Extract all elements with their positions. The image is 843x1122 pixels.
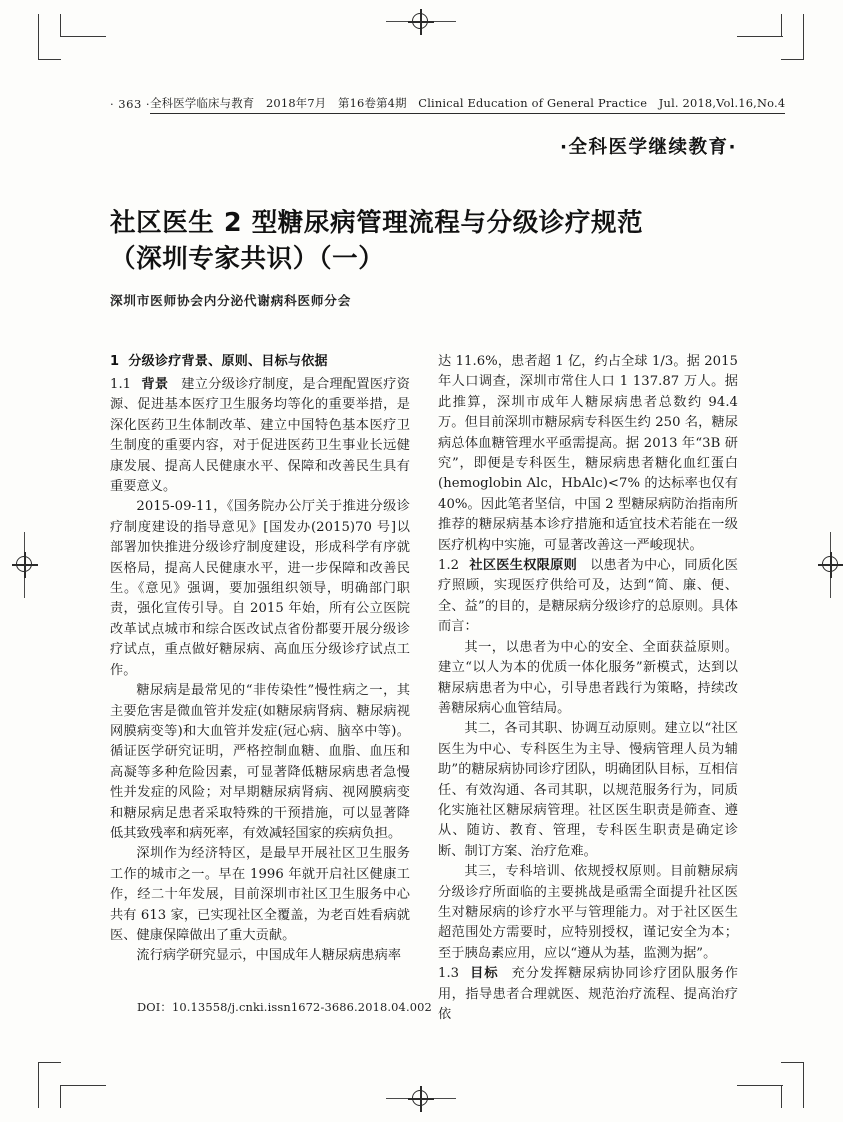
left-paragraph-5: 流行病学研究显示，中国成年人糖尿病患病率 bbox=[136, 948, 402, 964]
left-paragraph-3: 糖尿病是最常见的“非传染性”慢性病之一，其主要危害是微血管并发症(如糖尿病肾病、糖尿病视网膜病变等)和大血管并发症(冠心病、脑卒中等)。循证医学研究证明，严格控制血糖、血脂、血压和高凝等多种危险因素，可显著降低糖尿病患者急慢性并发症的风险；对早期糖尿病肾病、视网膜病变和糖尿病足患者采取特殊的干预措施，可以显著降低其致残率和病死率，有效减轻国家的疾病负担。 bbox=[110, 683, 410, 841]
title-line-2: （深圳专家共识）（一） bbox=[110, 244, 385, 275]
byline-affiliation: 深圳市医师协会内分泌代谢病科医师分会 bbox=[110, 293, 352, 308]
crop-mark-icon bbox=[60, 1086, 61, 1108]
right-paragraph-5: 其三，专科培训、依规授权原则。目前糖尿病分级诊疗所面临的主要挑战是亟需全面提升社区医生对糖尿病的诊疗水平与管理能力。对于社区医生超范围处方需要时，应特别授权，谨记安全为本；至于胰岛素应用，应以“遵从为基，监测为据”。 bbox=[438, 864, 738, 961]
doi-footer: DOI：10.13558/j.cnki.issn1672-3686.2018.04.002 bbox=[137, 1000, 432, 1014]
left-column bbox=[110, 352, 410, 992]
crop-mark-icon bbox=[60, 36, 106, 37]
crop-mark-icon bbox=[803, 1062, 804, 1108]
paragraph-1-3 bbox=[438, 964, 738, 1025]
left-paragraph-2: 2015-09-11，《国务院办公厅关于推进分级诊疗制度建设的指导意见》[国发办(2015)70 号]以部署加快推进分级诊疗制度建设，形成科学有序就医格局，提高人民健康水平，进一步保障和改善民生。《意见》强调，要加强组织领导，明确部门职责，强化宣传引导。自 2015 年始，所有公立医院改革试点城市和综合医改试点省份都要开展分级诊疗试点，重点做好糖尿病、高血压分级诊疗试点工作。 bbox=[110, 499, 410, 678]
crop-mark-icon bbox=[737, 36, 783, 37]
subsection-1-1-number: 1.1 bbox=[110, 377, 132, 392]
subsection-1-1-text: 建立分级诊疗制度，是合理配置医疗资源、促进基本医疗卫生服务均等化的重要举措，是深化医药卫生体制改革、建立中国特色基本医疗卫生制度的重要内容，对于促进医药卫生事业长远健康发展、提高人民健康水平、保障和改善民生具有重要意义。 bbox=[110, 377, 410, 495]
title-line-1: 社区医生 2 型糖尿病管理流程与分级诊疗规范 bbox=[110, 208, 644, 239]
subsection-1-2-title: 社区医生权限原则 bbox=[469, 558, 578, 574]
crop-mark-icon bbox=[60, 1085, 106, 1086]
right-paragraph-3: 其一，以患者为中心的安全、全面获益原则。建立“以人为本的优质一体化服务”新模式，达到以糖尿病患者为中心，引导患者践行为策略，持续改善糖尿病心血管结局。 bbox=[438, 639, 738, 716]
paragraph-1-2 bbox=[438, 556, 738, 638]
crop-mark-icon bbox=[781, 59, 804, 60]
left-paragraph-4: 深圳作为经济特区，是最早开展社区卫生服务工作的城市之一。早在 1996 年就开启社区健康工作，经二十年发展，目前深圳市社区卫生服务中心共有 613 家，已实现社区全覆盖，为老百姓看病就医、健康保障做出了重大贡献。 bbox=[110, 846, 410, 943]
subsection-1-2-text: 以患者为中心，同质化医疗照顾，实现医疗供给可及，达到“简、廉、便、全、益”的目的，是糖尿病分级诊疗的总原则。具体而言： bbox=[438, 558, 738, 635]
crop-mark-icon bbox=[38, 14, 39, 60]
section-heading-1-text: 分级诊疗背景、原则、目标与依据 bbox=[128, 354, 328, 369]
crop-mark-icon bbox=[38, 1062, 39, 1108]
subsection-1-3-text: 充分发挥糖尿病协同诊疗团队服务作用，指导患者合理就医、规范治疗流程、提高治疗依 bbox=[438, 966, 738, 1022]
running-head-rule bbox=[150, 92, 785, 114]
section-heading-1-number: 1 bbox=[110, 354, 120, 369]
subsection-1-1-title: 背景 bbox=[141, 377, 169, 392]
crop-mark-icon bbox=[38, 59, 61, 60]
subsection-1-3-title: 目标 bbox=[469, 966, 499, 982]
registration-crosshair-icon bbox=[12, 552, 38, 578]
subsection-1-3-number: 1.3 bbox=[438, 966, 460, 982]
registration-crosshair-icon bbox=[818, 552, 843, 578]
section-kicker: ·全科医学继续教育· bbox=[559, 137, 737, 158]
crop-mark-icon bbox=[60, 14, 61, 37]
right-paragraph-4: 其二，各司其职、协调互动原则。建立以“社区医生为中心、专科医生为主导、慢病管理人员为辅助”的糖尿病协同诊疗团队，明确团队目标，互相信任、有效沟通、各司其职，以规范服务行为，同质化实施社区糖尿病管理。社区医生职责是筛查、遵从、随访、教育、管理，专科医生职责是确定诊断、制订方案、治疗危难。 bbox=[438, 721, 738, 859]
right-paragraph-1: 达 11.6%，患者超 1 亿，约占全球 1/3。据 2015 年人口调查，深圳市常住人口 1 137.87 万人。据此推算，深圳市成年人糖尿病患者总数约 94.4 万。但目前深圳市糖尿病专科医生约 250 名，糖尿病总体血糖管理水平亟需提高。据 2013 年“3B 研究”，即便是专科医生，糖尿病患者糖化血红蛋白(hemoglobin Alc，HbAlc)<7% 的达标率也仅有 40%。因此笔者坚信，中国 2 型糖尿病防治指南所推荐的糖尿病基本诊疗措施和适宜技术若能在一级医疗机构中实施，可显著改善这一严峻现状。 bbox=[438, 354, 738, 553]
running-head bbox=[110, 92, 786, 114]
running-head-text: 全科医学临床与教育 2018年7月 第16卷第4期 Clinical Education of General Practice Jul. 2018,Vol.16,No.4 bbox=[150, 96, 786, 110]
subsection-1-2-number: 1.2 bbox=[438, 558, 460, 574]
section-heading-1 bbox=[110, 352, 410, 372]
crop-mark-icon bbox=[38, 1062, 61, 1063]
right-column bbox=[438, 352, 738, 1022]
crop-mark-icon bbox=[781, 1062, 804, 1063]
paragraph-1-1 bbox=[110, 375, 410, 497]
registration-crosshair-icon bbox=[408, 1086, 434, 1112]
page-folio: · 363 · bbox=[110, 97, 151, 111]
crop-mark-icon bbox=[781, 1086, 782, 1108]
page-title bbox=[110, 205, 750, 277]
crop-mark-icon bbox=[781, 14, 782, 37]
crop-mark-icon bbox=[737, 1085, 783, 1086]
crop-mark-icon bbox=[803, 14, 804, 60]
registration-crosshair-icon bbox=[408, 9, 434, 35]
